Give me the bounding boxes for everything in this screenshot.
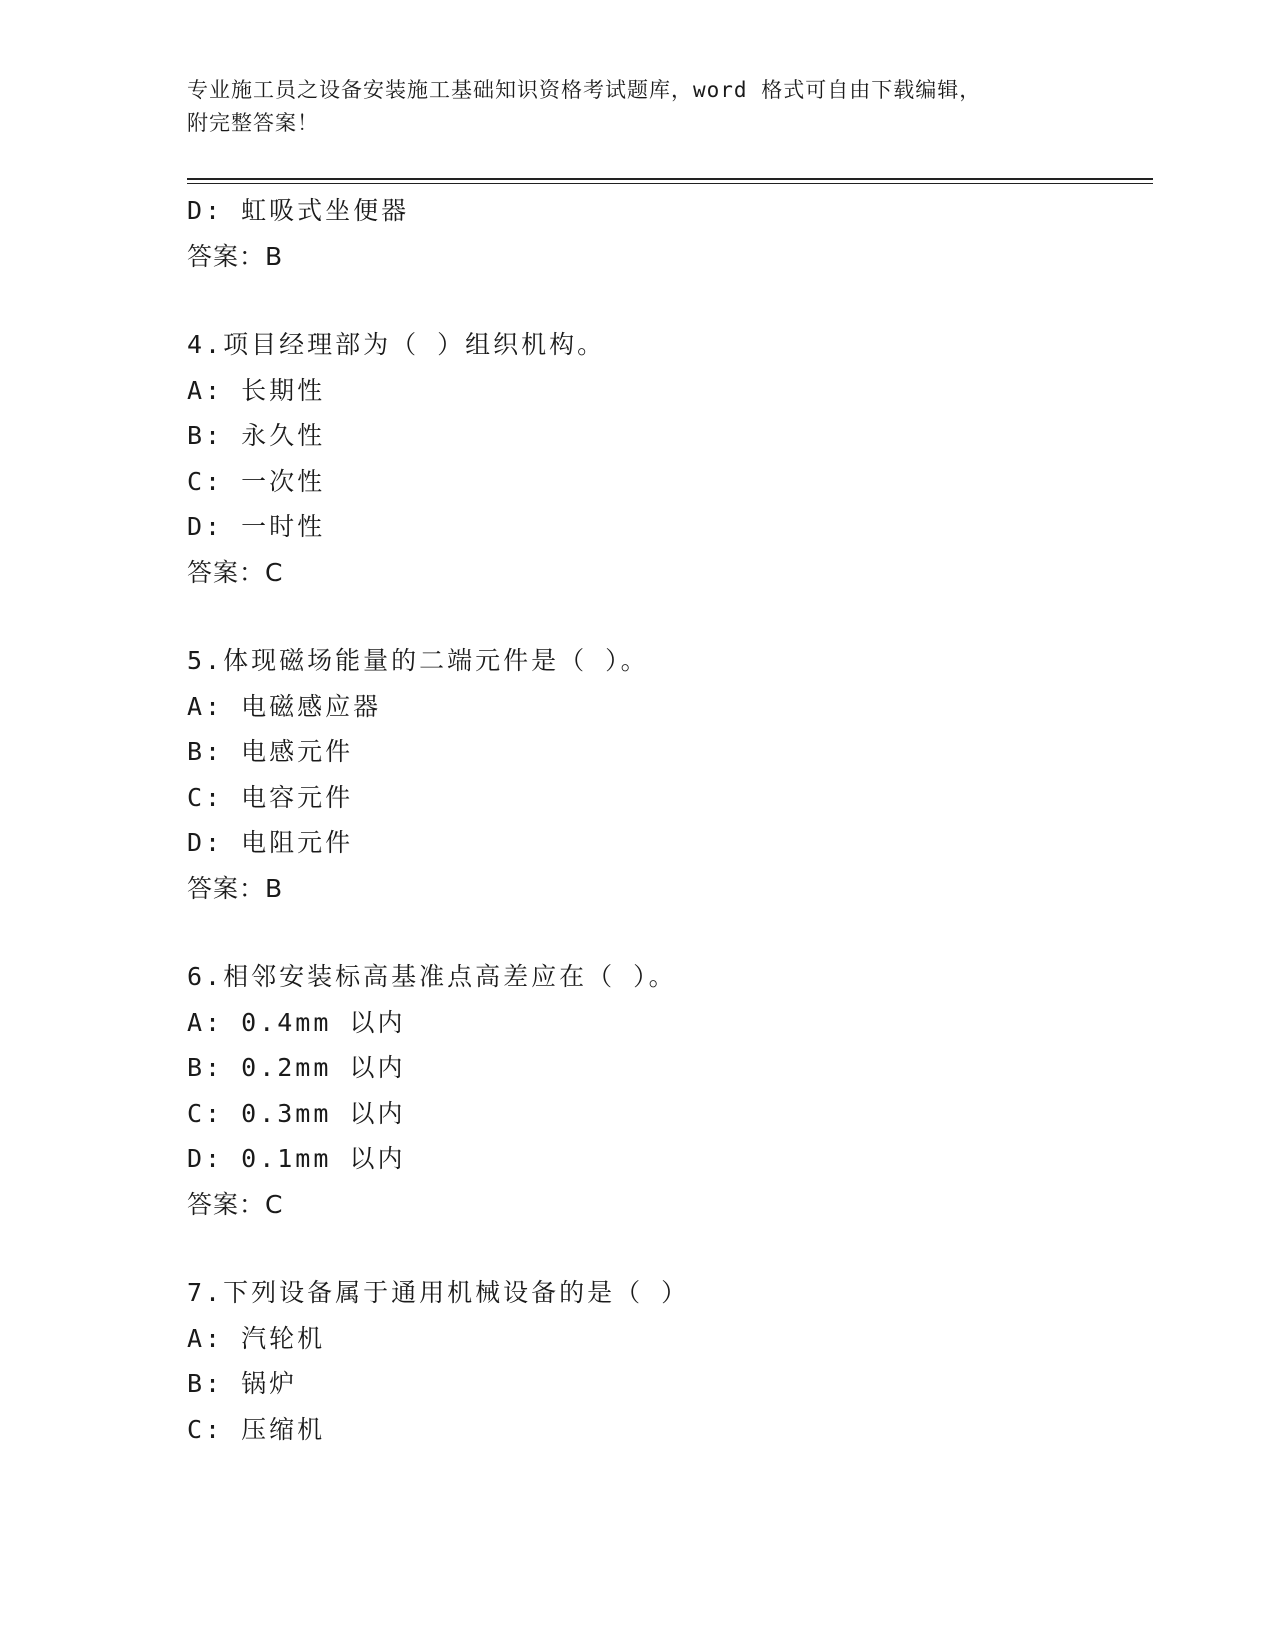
option-text: C: 0.3mm 以内 xyxy=(187,1098,406,1128)
header-divider-thin xyxy=(187,183,1153,184)
option-text: C: 电容元件 xyxy=(187,782,354,812)
block-spacer xyxy=(187,595,1153,638)
option-text: B: 电感元件 xyxy=(187,737,354,766)
question-text: 6.相邻安装标高基准点高差应在（ ）。 xyxy=(187,962,677,991)
question-block xyxy=(187,638,1153,911)
header-line-1: 专业施工员之设备安装施工基础知识资格考试题库，word 格式可自由下载编辑， xyxy=(187,78,982,102)
block-spacer xyxy=(187,911,1153,954)
answer-text: 答案：C xyxy=(187,557,284,587)
option-text: D: 一时性 xyxy=(187,512,326,541)
question-block xyxy=(187,322,1153,595)
question-block xyxy=(187,954,1153,1227)
header-line-2: 附完整答案！ xyxy=(187,111,319,135)
option-text: A: 电磁感应器 xyxy=(187,691,382,721)
header-divider xyxy=(187,178,1153,180)
option-text: A: 0.4mm 以内 xyxy=(187,1007,406,1037)
question-text: 7.下列设备属于通用机械设备的是（ ） xyxy=(187,1278,690,1307)
answer-text: 答案：B xyxy=(187,241,284,271)
option-text: A: 长期性 xyxy=(187,375,326,405)
option-text: D: 电阻元件 xyxy=(187,828,354,857)
question-block xyxy=(187,1270,1153,1452)
question-text: 5.体现磁场能量的二端元件是（ ）。 xyxy=(187,646,649,675)
option-text: C: 压缩机 xyxy=(187,1414,326,1444)
option-text: D: 0.1mm 以内 xyxy=(187,1144,406,1173)
option-text: A: 汽轮机 xyxy=(187,1323,326,1353)
option-text: D: 虹吸式坐便器 xyxy=(187,196,410,225)
question-text: 4.项目经理部为（ ）组织机构。 xyxy=(187,330,606,359)
option-text: C: 一次性 xyxy=(187,466,326,496)
question-block xyxy=(187,188,1153,279)
option-text: B: 0.2mm 以内 xyxy=(187,1053,406,1082)
page-header xyxy=(187,74,1067,140)
answer-text: 答案：B xyxy=(187,873,284,903)
option-text: B: 锅炉 xyxy=(187,1369,298,1398)
block-spacer xyxy=(187,279,1153,322)
block-spacer xyxy=(187,1227,1153,1270)
question-list xyxy=(187,188,1153,1452)
option-text: B: 永久性 xyxy=(187,421,326,450)
answer-text: 答案：C xyxy=(187,1189,284,1219)
